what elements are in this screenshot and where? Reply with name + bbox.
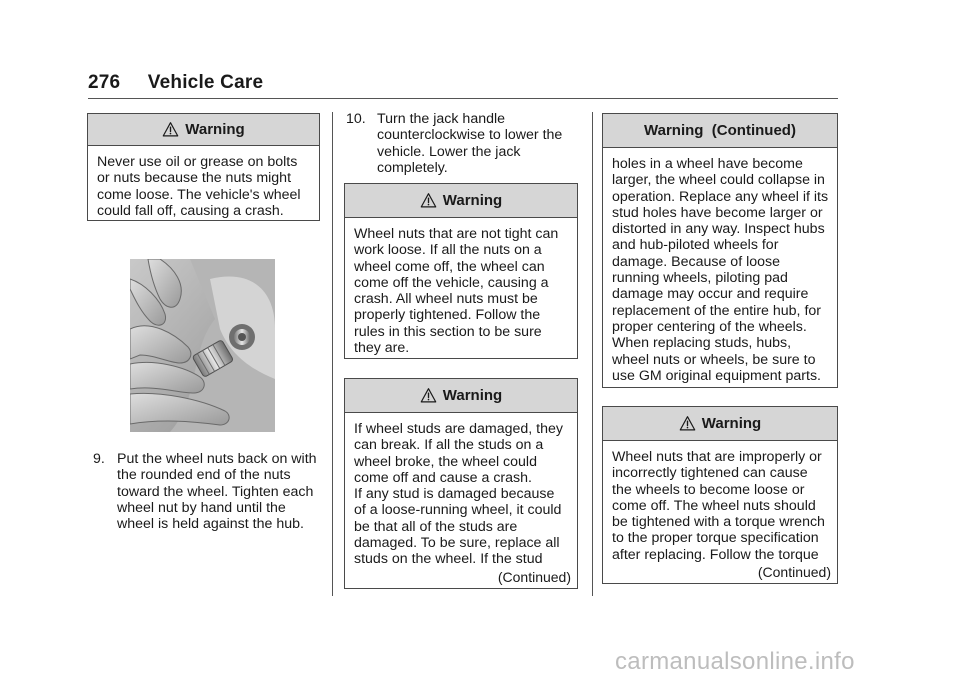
continued-label: (Continued) (497, 568, 571, 585)
column-divider-2 (592, 112, 593, 596)
warning-text: holes in a wheel have become larger, the wheel could collapse in operation. Replace any wheel if its stud holes have become larger or distorted in any way. Inspect hubs and hub-piloted wheels for damage. Because of loose running wheels, piloting pad damage may occur and require replacement of the entire hub, for proper centering of the wheels. When replacing studs, hubs, wheel nuts or wheels, be sure to use GM original equipment parts. (612, 156, 829, 384)
warning-body (603, 441, 837, 564)
warning-box-header (603, 407, 837, 441)
page-header (88, 72, 263, 94)
warning-text: Wheel nuts that are improperly or incorrectly tightened can cause the wheels to become loose or come off. The wheel nuts should be tightened with a torque wrench to the proper torque specification after replacing. Follow the torque (612, 449, 825, 563)
wheel-nut-photo (130, 259, 275, 432)
step-10 (346, 111, 576, 176)
warning-box-torque (602, 406, 838, 584)
step-9 (93, 451, 321, 532)
warning-triangle-icon (679, 415, 696, 432)
warning-title: Warning (442, 192, 503, 209)
warning-triangle-icon (420, 387, 437, 404)
warning-box-header (345, 184, 577, 218)
warning-text: Wheel nuts that are not tight can work loose. If all the nuts on a wheel come off, the wheel can come off the vehicle, causing a crash. All wheel nuts must be properly tightened. Follow the rules in this section to be sure they are. (354, 226, 559, 357)
column-divider-1 (332, 112, 333, 596)
warning-title: Warning (185, 121, 245, 138)
warning-body (345, 413, 577, 569)
warning-text: Never use oil or grease on bolts or nuts because the nuts might come loose. The vehicle's wheel could fall off, causing a crash. (97, 154, 301, 219)
warning-title: Warning (701, 415, 762, 432)
warning-box-header (345, 379, 577, 413)
header-divider (88, 98, 838, 99)
warning-text: If wheel studs are damaged, they can break. If all the studs on a wheel broke, the wheel could come off and cause a crash. (354, 421, 563, 486)
warning-text: If any stud is damaged because of a loose-running wheel, it could be that all of the studs are damaged. To be sure, replace all studs on the wheel. If the stud (354, 486, 562, 568)
warning-title: Warning (442, 387, 503, 404)
step-text: Turn the jack handle counterclockwise to lower the vehicle. Lower the jack completely. (377, 111, 563, 176)
warning-triangle-icon (420, 192, 437, 209)
warning-box-header (603, 114, 837, 148)
warning-box-continued (602, 113, 838, 388)
warning-body (345, 218, 577, 362)
warning-body (88, 146, 319, 225)
warning-triangle-icon (162, 121, 179, 138)
warning-body (603, 148, 837, 390)
warning-title: Warning (Continued) (644, 122, 796, 139)
continued-label: (Continued) (757, 564, 831, 581)
warning-box-oil-grease (87, 113, 320, 221)
warning-box-header (88, 114, 319, 146)
warning-box-loose-nuts (344, 183, 578, 359)
section-title: Vehicle Care (147, 72, 264, 93)
step-text: Put the wheel nuts back on with the rounded end of the nuts toward the wheel. Tighten each wheel nut by hand until the wheel is held against the hub. (117, 451, 317, 533)
step-number: 10. (346, 111, 366, 127)
page-number: 276 (88, 72, 121, 93)
warning-box-damaged-studs (344, 378, 578, 589)
watermark: carmanualsonline.info (615, 648, 855, 675)
step-number: 9. (93, 451, 105, 467)
